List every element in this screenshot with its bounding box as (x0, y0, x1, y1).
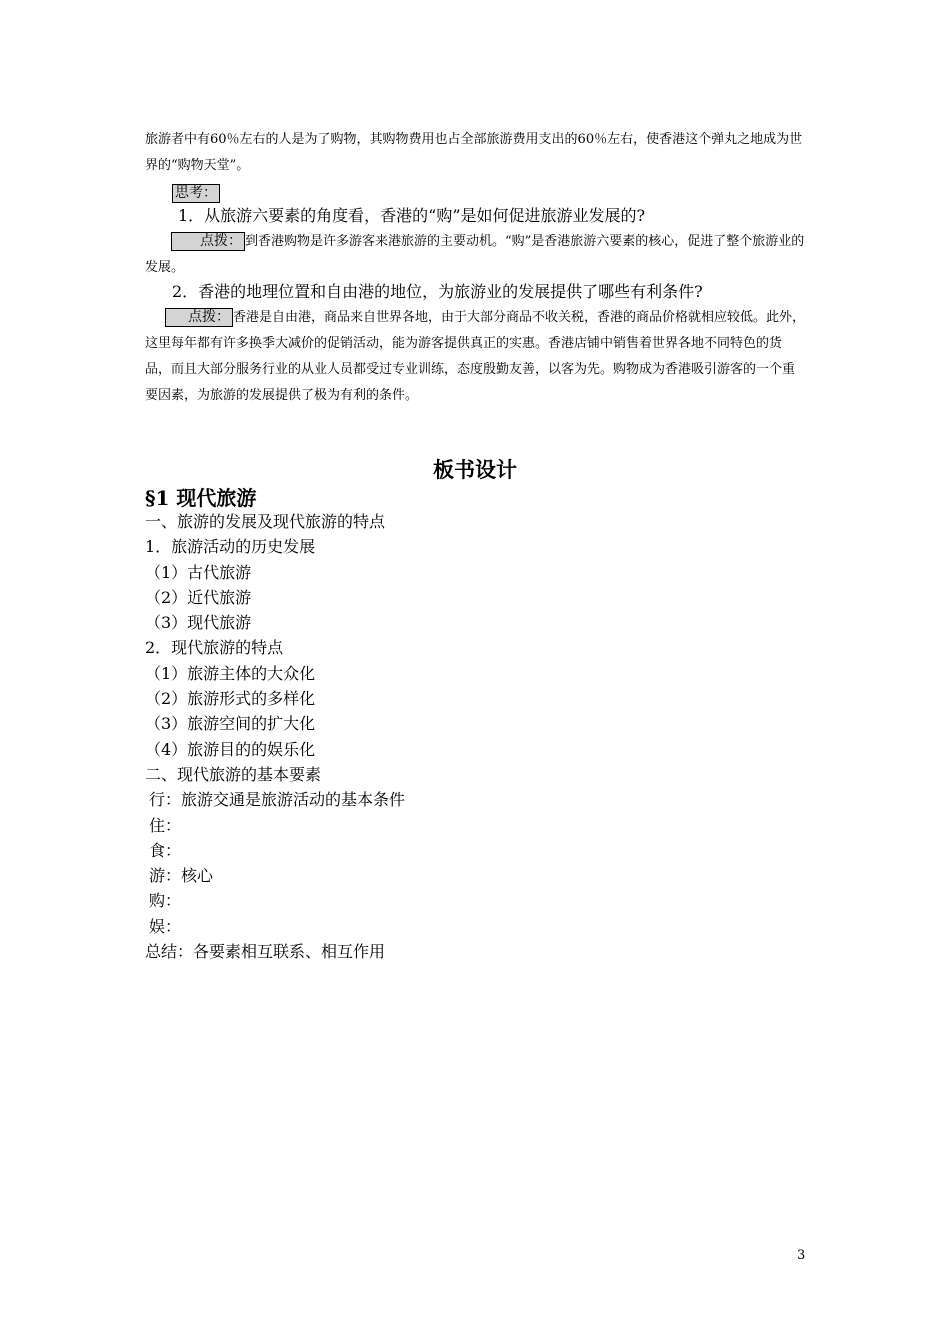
hint-label-2: 点拨： (165, 308, 233, 327)
think-row (172, 182, 834, 203)
page-number: 3 (797, 1248, 806, 1263)
outline-line: （1）古代旅游 (145, 562, 252, 582)
outline-line: 1．旅游活动的历史发展 (145, 537, 316, 557)
answer-1: 到香港购物是许多游客来港旅游的主要动机。“购”是香港旅游六要素的核心，促进了整个旅游业的发展。 (145, 234, 805, 275)
outline-line: 游：核心 (149, 866, 214, 886)
board-title: 板书设计 (433, 457, 517, 482)
outline-line: 一、旅游的发展及现代旅游的特点 (145, 512, 386, 531)
section-title: §1 现代旅游 (145, 486, 257, 510)
question-2: 2．香港的地理位置和自由港的地位，为旅游业的发展提供了哪些有利条件? (172, 282, 703, 301)
outline-line: （3）旅游空间的扩大化 (145, 714, 316, 734)
board-outline (145, 509, 405, 964)
question-1: 1．从旅游六要素的角度看，香港的“购”是如何促进旅游业发展的? (178, 206, 646, 225)
outline-line: （3）现代旅游 (145, 613, 252, 633)
answer-2-paragraph (145, 305, 807, 409)
intro-paragraph: 旅游者中有60％左右的人是为了购物，其购物费用也占全部旅游费用支出的60％左右，使香港这个弹丸之地成为世界的“购物天堂”。 (145, 132, 803, 173)
outline-line: 娱： (149, 916, 182, 936)
outline-line: 2．现代旅游的特点 (145, 638, 284, 658)
outline-line: 总结：各要素相互联系、相互作用 (145, 942, 386, 962)
outline-line: 二、现代旅游的基本要素 (145, 764, 322, 784)
outline-line: 食： (149, 840, 182, 860)
outline-line: 购： (149, 891, 182, 911)
think-label: 思考： (172, 184, 220, 203)
outline-line: 住： (149, 815, 182, 835)
hint-label-1: 点拨： (171, 232, 245, 251)
answer-1-paragraph (145, 229, 807, 281)
answer-2: 香港是自由港，商品来自世界各地，由于大部分商品不收关税，香港的商品价格就相应较低。此外，这里每年都有许多换季大减价的促销活动，能为游客提供真正的实惠。香港店铺中销售着世界各地不同特色的货品，而且大部分服务行业的从业人员都受过专业训练，态度殷勤友善，以客为先。购物成为香港吸引游客的一个重要因素，为旅游的发展提供了极为有利的条件。 (145, 310, 806, 403)
outline-line: （1）旅游主体的大众化 (145, 663, 316, 683)
outline-line: （2）旅游形式的多样化 (145, 689, 316, 709)
outline-line: （2）近代旅游 (145, 587, 252, 607)
outline-line: 行：旅游交通是旅游活动的基本条件 (149, 790, 406, 810)
outline-line: （4）旅游目的的娱乐化 (145, 739, 316, 759)
